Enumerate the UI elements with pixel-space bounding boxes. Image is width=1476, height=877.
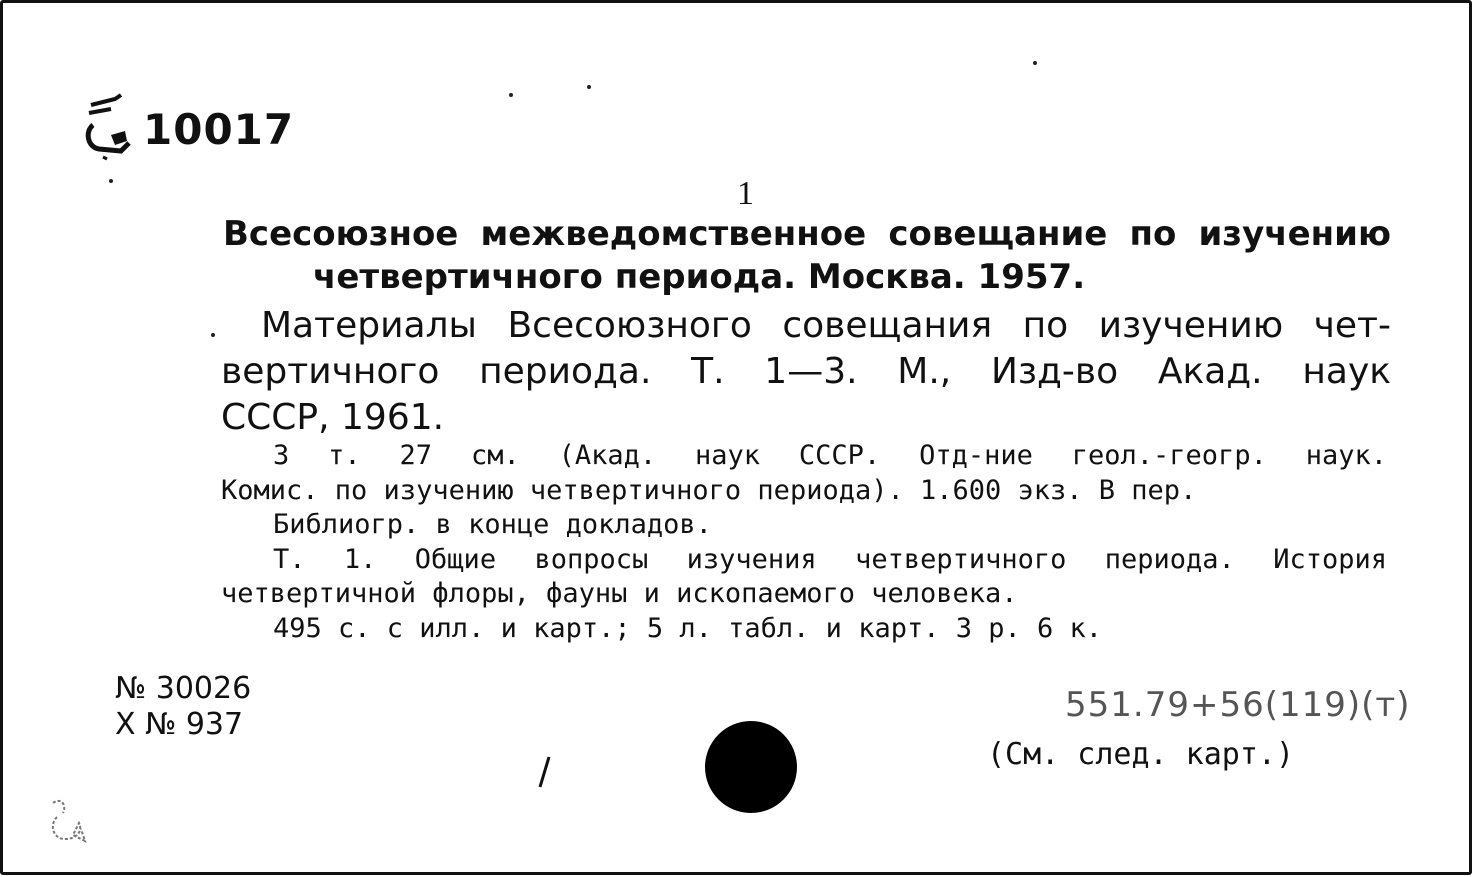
- library-stamp-icon: [81, 91, 133, 161]
- speck: [211, 333, 215, 337]
- title-line: вертичного периода. Т. 1—3. М., Изд-во Акад. наук: [221, 351, 1391, 392]
- detail-line: четвертичной флоры, фауны и ископаемого человека.: [221, 578, 1018, 609]
- pencil-mark: [537, 755, 551, 789]
- title-line: Материалы Всесоюзного совещания по изучению чет-: [261, 305, 1391, 346]
- speck: [1033, 61, 1037, 65]
- heading-line-1: Всесоюзное межведомственное совещание по изучению: [223, 214, 1391, 254]
- corner-mark-icon: [43, 795, 93, 851]
- detail-line: 495 с. с илл. и карт.; 5 л. табл. и карт. 3 р. 6 к.: [273, 612, 1103, 644]
- inventory-number-x: Х № 937: [115, 707, 244, 742]
- classification-code: 551.79+56(119)(т): [1065, 685, 1411, 725]
- detail-line: Библиогр. в конце докладов.: [273, 509, 712, 540]
- detail-line: 3 т. 27 см. (Акад. наук СССР. Отд-ние геол.-геогр. наук.: [273, 440, 1387, 471]
- card-number: 1: [737, 175, 754, 212]
- heading: [223, 213, 1391, 299]
- inventory-number: № 30026: [115, 671, 252, 706]
- speck: [109, 179, 113, 183]
- speck: [587, 85, 591, 89]
- detail-line: Комис. по изучению четвертичного периода). 1.600 экз. В пер.: [221, 474, 1197, 506]
- card-id: 10017: [143, 105, 295, 154]
- heading-line-2: четвертичного периода. Москва. 1957.: [313, 257, 1086, 297]
- punch-hole: [705, 721, 797, 813]
- detail-line: Т. 1. Общие вопросы изучения четвертичного периода. История: [273, 543, 1387, 575]
- inventory-numbers: [115, 671, 251, 743]
- details-block: [221, 439, 1387, 646]
- continued-note: (См. след. карт.): [987, 737, 1295, 772]
- speck: [509, 93, 513, 97]
- title-block: [221, 303, 1391, 441]
- title-line: СССР, 1961.: [221, 397, 445, 438]
